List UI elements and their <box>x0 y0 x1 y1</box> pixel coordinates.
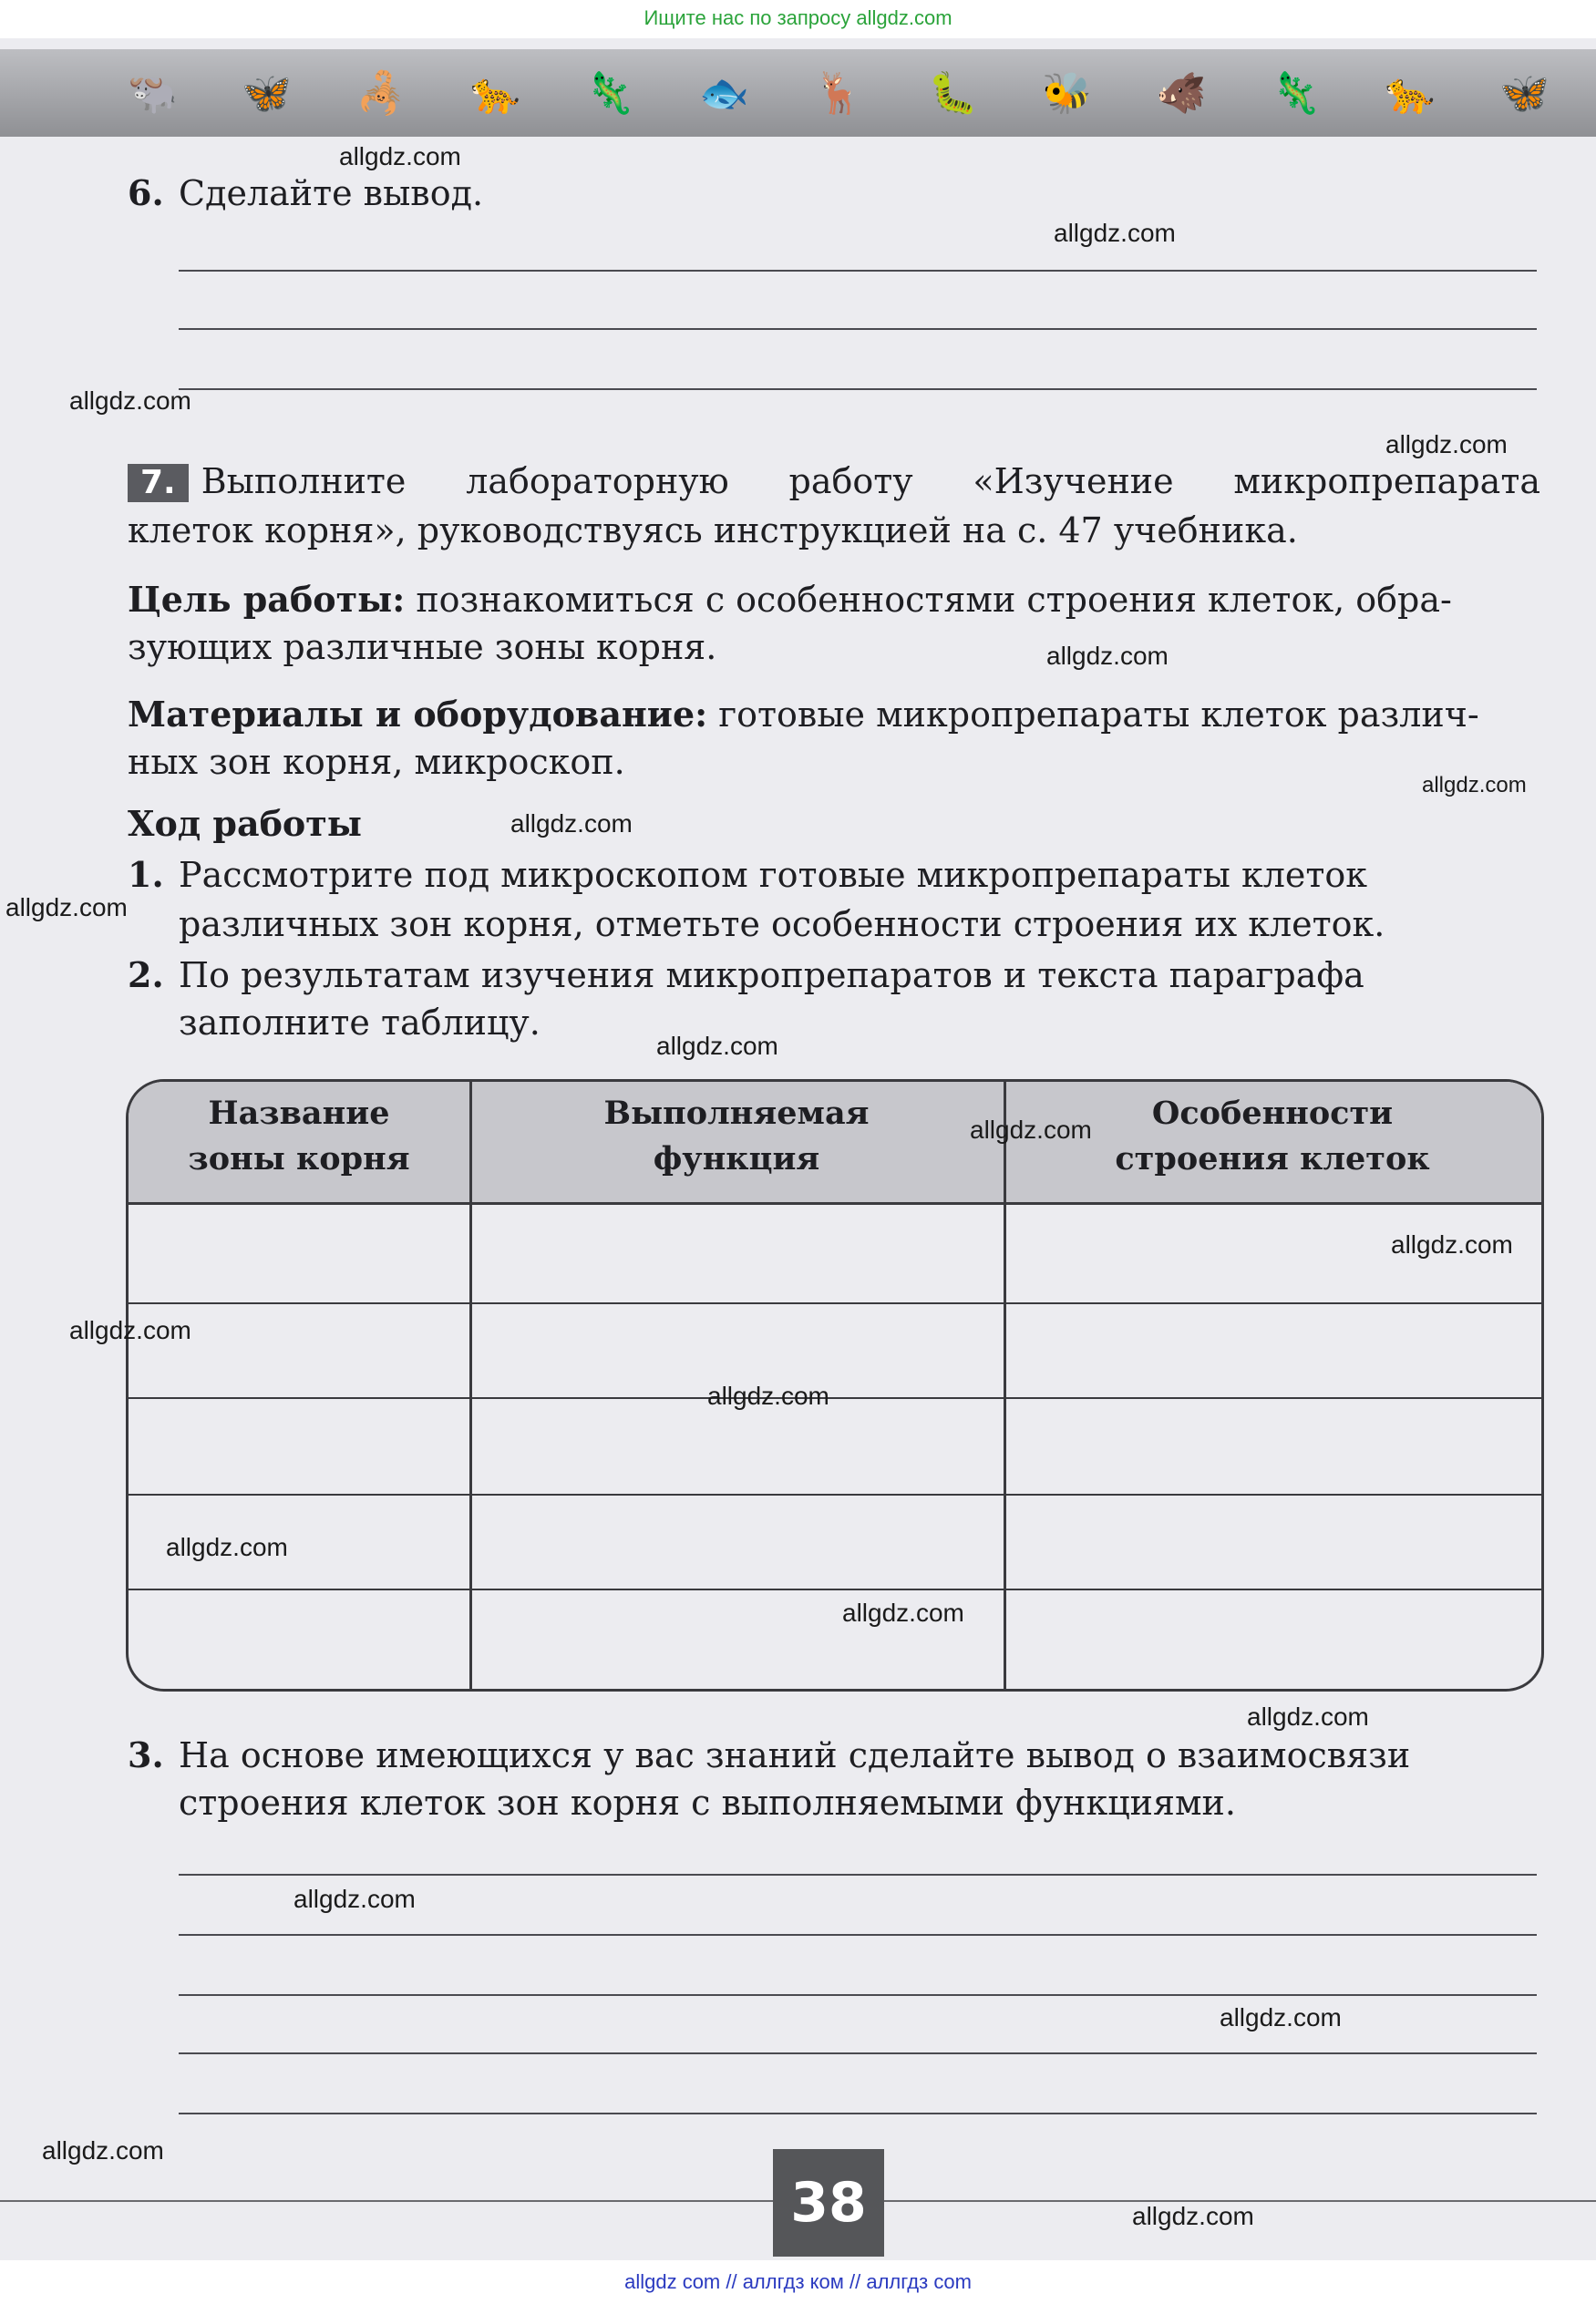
materials-line1 <box>128 691 1550 738</box>
cheetah-icon: 🐆 <box>1385 70 1436 117</box>
task7-line1 <box>128 458 1540 505</box>
materials-label: Материалы и оборудование: <box>128 694 708 735</box>
watermark: allgdz.com <box>510 809 633 838</box>
goal-label: Цель работы: <box>128 579 406 620</box>
moth-icon: 🦋 <box>1499 70 1550 117</box>
answer-line[interactable] <box>179 1994 1537 1996</box>
watermark: allgdz.com <box>5 893 128 921</box>
column-divider <box>1004 1082 1006 1689</box>
newt-icon: 🦎 <box>1271 70 1322 117</box>
fish-icon: 🐟 <box>699 70 749 117</box>
watermark: allgdz.com <box>1132 2202 1254 2230</box>
deer-icon: 🦌 <box>813 70 864 117</box>
watermark: allgdz.com <box>1046 642 1169 670</box>
header-zone-name-l1: Название <box>208 1095 390 1132</box>
task7-line2: клеток корня», руководствуясь инструкцией на с. 47 учебника. <box>128 510 1298 550</box>
bison-icon: 🐃 <box>128 70 178 117</box>
materials-line2: ных зон корня, микроскоп. <box>128 742 625 782</box>
boar-icon: 🐗 <box>1156 70 1207 117</box>
step2-line2: заполните таблицу. <box>179 1003 541 1043</box>
step1-line2: различных зон корня, отметьте особенности строения их клеток. <box>179 904 1385 944</box>
answer-line[interactable] <box>179 328 1537 330</box>
header-zone-name-l2: зоны корня <box>188 1140 410 1178</box>
task7-badge: 7. <box>128 464 189 502</box>
answer-line[interactable] <box>179 1934 1537 1936</box>
watermark: allgdz.com <box>339 142 461 170</box>
header-function <box>469 1091 1004 1182</box>
header-band <box>0 49 1596 137</box>
watermark: allgdz.com <box>1054 219 1176 247</box>
task6-number: 6. <box>128 172 164 213</box>
leopard-icon: 🐆 <box>470 70 521 117</box>
task7-text-1: Выполните лабораторную работу «Изучение микропрепарата <box>201 461 1540 501</box>
watermark: allgdz.com <box>707 1382 829 1410</box>
top-banner: Ищите нас по запросу allgdz.com <box>0 0 1596 38</box>
watermark: allgdz.com <box>842 1599 964 1627</box>
progress-title: Ход работы <box>128 803 362 844</box>
watermark: allgdz.com <box>656 1032 778 1060</box>
step1-number: 1. <box>128 854 164 895</box>
answer-line[interactable] <box>179 2113 1537 2114</box>
scorpion-icon: 🦂 <box>355 70 407 117</box>
header-cell-structure-l1: Особенности <box>1151 1095 1394 1132</box>
task6-text: Сделайте вывод. <box>179 173 484 213</box>
header-function-l1: Выполняемая <box>603 1095 870 1132</box>
goal-text: познакомиться с особенностями строения клеток, обра- <box>405 580 1452 620</box>
watermark: allgdz.com <box>1385 430 1508 458</box>
larva-icon: 🐛 <box>927 70 978 117</box>
step3-line1: На основе имеющихся у вас знаний сделайте вывод о взаимосвязи <box>179 1735 1411 1775</box>
row-divider <box>129 1302 1541 1304</box>
watermark: allgdz.com <box>166 1533 288 1561</box>
bee-icon: 🐝 <box>1042 70 1093 117</box>
answer-line[interactable] <box>179 2052 1537 2054</box>
header-cell-structure-l2: строения клеток <box>1115 1140 1430 1178</box>
column-divider <box>469 1082 472 1689</box>
lizard-icon: 🦎 <box>584 70 635 117</box>
footer-banner: allgdz com // аллгдз ком // аллгдз com <box>0 2260 1596 2304</box>
watermark: allgdz.com <box>293 1885 416 1913</box>
step3-number: 3. <box>128 1734 164 1775</box>
row-divider <box>129 1494 1541 1496</box>
watermark: allgdz.com <box>1247 1702 1369 1731</box>
watermark: allgdz.com <box>1391 1230 1513 1259</box>
goal-line2: зующих различные зоны корня. <box>128 627 717 667</box>
step3-line2: строения клеток зон корня с выполняемыми функциями. <box>179 1783 1236 1823</box>
answer-line[interactable] <box>179 270 1537 272</box>
watermark: allgdz.com <box>42 2136 164 2165</box>
header-function-l2: функция <box>653 1140 820 1178</box>
watermark: allgdz.com <box>69 386 191 415</box>
answer-line[interactable] <box>179 388 1537 390</box>
watermark: allgdz.com <box>1422 773 1527 797</box>
watermark: allgdz.com <box>1220 2003 1342 2031</box>
step2-number: 2. <box>128 954 164 995</box>
watermark: allgdz.com <box>970 1116 1092 1144</box>
animal-silhouettes <box>128 49 1550 137</box>
watermark: allgdz.com <box>69 1316 191 1344</box>
header-zone-name <box>129 1091 469 1182</box>
butterfly-icon: 🦋 <box>242 70 293 117</box>
materials-text: готовые микропрепараты клеток различ- <box>707 694 1479 735</box>
answer-line[interactable] <box>179 1874 1537 1876</box>
page-number: 38 <box>773 2149 884 2257</box>
row-divider <box>129 1589 1541 1590</box>
step1-line1: Рассмотрите под микроскопом готовые микропрепараты клеток <box>179 855 1367 895</box>
root-zones-table <box>126 1079 1544 1692</box>
goal-line1 <box>128 576 1540 623</box>
step2-line1: По результатам изучения микропрепаратов и текста параграфа <box>179 955 1364 995</box>
row-divider <box>129 1397 1541 1399</box>
